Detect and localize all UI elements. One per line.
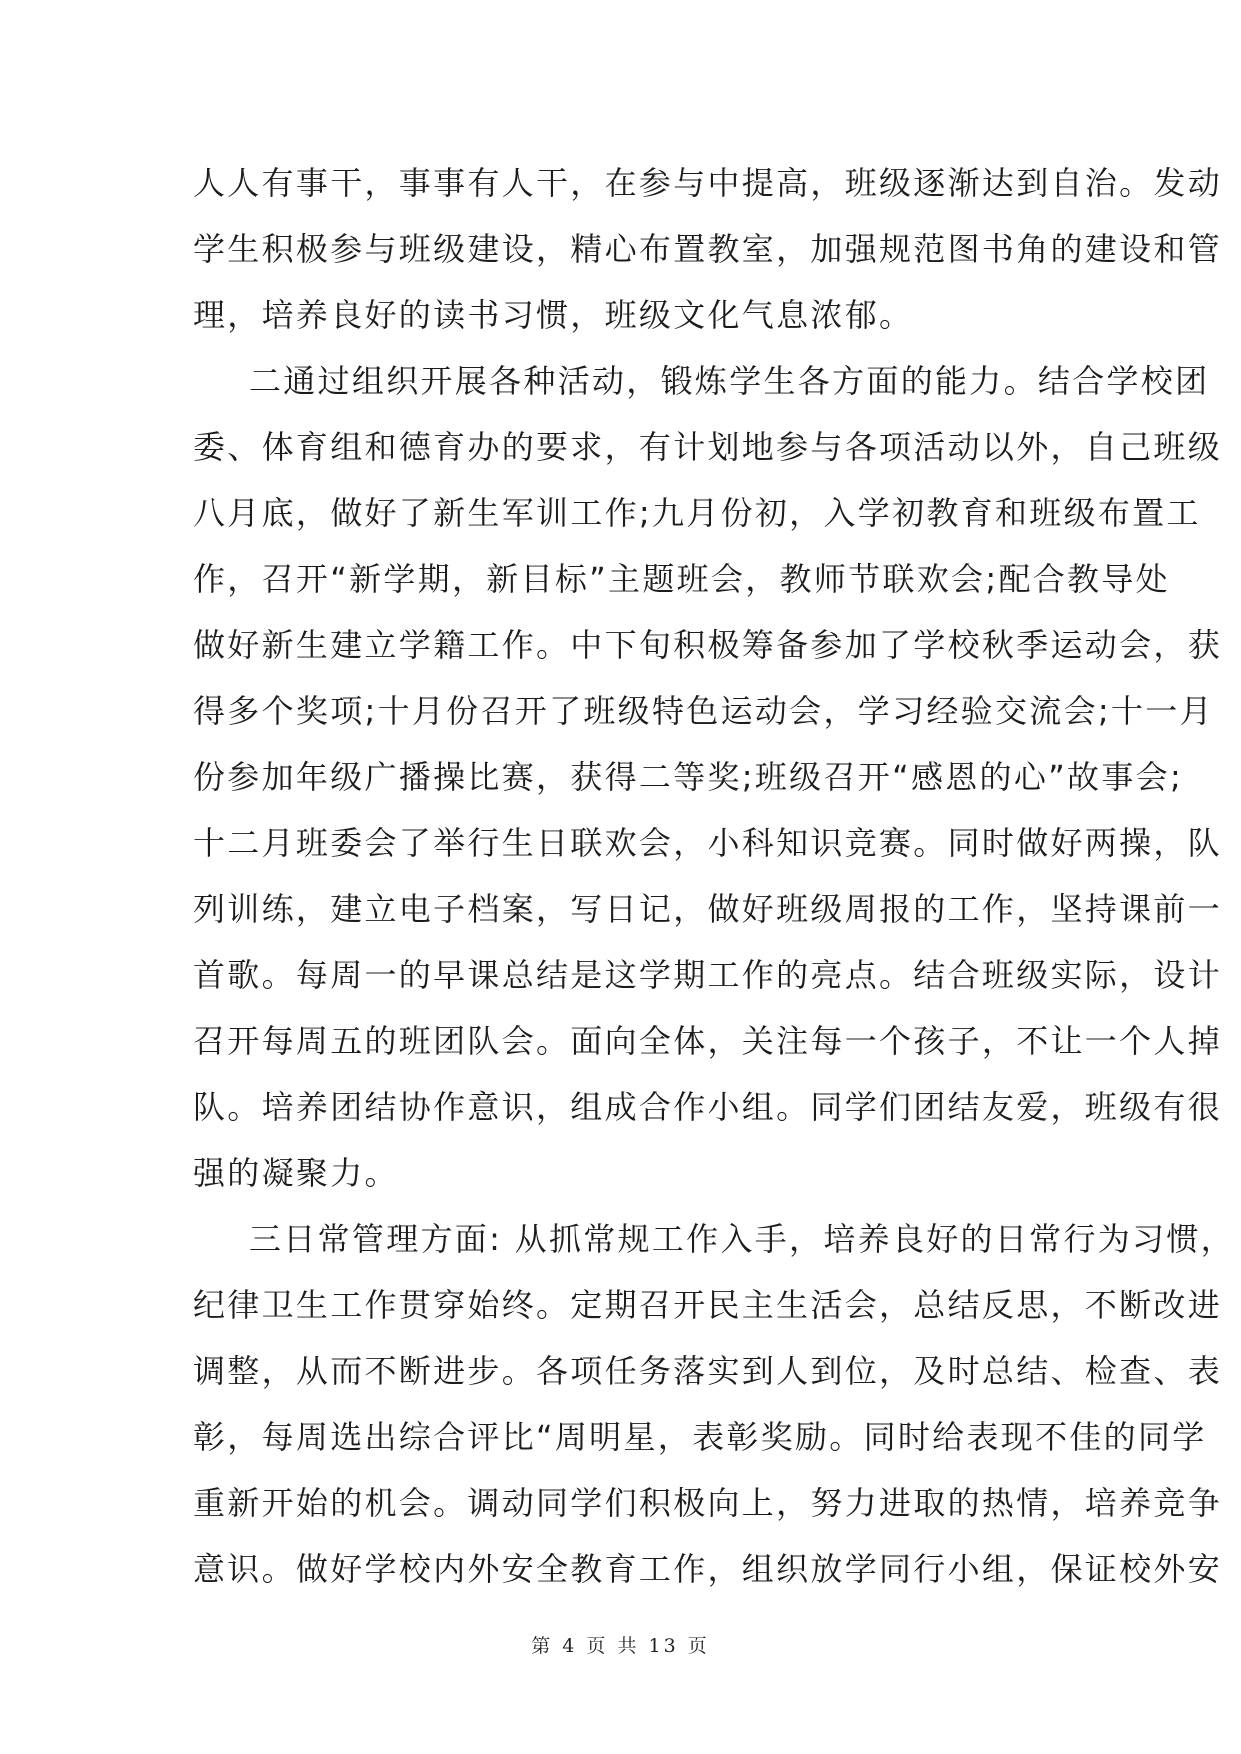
text-line: 份参加年级广播操比赛，获得二等奖;班级召开“感恩的心”故事会; xyxy=(193,758,1184,796)
text-line: 委、体育组和德育办的要求，有计划地参与各项活动以外，自己班级 xyxy=(193,428,1223,466)
body-text xyxy=(193,155,1235,1607)
text-line: 理，培养良好的读书习惯，班级文化气息浓郁。 xyxy=(193,296,914,334)
text-line: 得多个奖项;十月份召开了班级特色运动会，学习经验交流会;十一月 xyxy=(193,692,1214,730)
text-line: 重新开始的机会。调动同学们积极向上，努力进取的热情，培养竞争 xyxy=(193,1484,1223,1522)
text-line: 强的凝聚力。 xyxy=(193,1154,399,1192)
text-line: 做好新生建立学籍工作。中下旬积极筹备参加了学校秋季运动会，获 xyxy=(193,626,1223,664)
paragraph-start-line: 二通过组织开展各种活动，锻炼学生各方面的能力。结合学校团 xyxy=(249,362,1210,400)
text-line: 八月底，做好了新生军训工作;九月份初，入学初教育和班级布置工 xyxy=(193,494,1201,532)
text-line: 十二月班委会了举行生日联欢会，小科知识竞赛。同时做好两操，队 xyxy=(193,824,1223,862)
text-line: 学生积极参与班级建设，精心布置教室，加强规范图书角的建设和管 xyxy=(193,230,1223,268)
text-line: 纪律卫生工作贯穿始终。定期召开民主生活会，总结反思，不断改进 xyxy=(193,1286,1223,1324)
page-number-footer: 第 4 页 共 13 页 xyxy=(531,1635,710,1657)
text-line: 首歌。每周一的早课总结是这学期工作的亮点。结合班级实际，设计 xyxy=(193,956,1223,994)
text-line: 调整，从而不断进步。各项任务落实到人到位，及时总结、检查、表 xyxy=(193,1352,1223,1390)
text-line: 召开每周五的班团队会。面向全体，关注每一个孩子，不让一个人掉 xyxy=(193,1022,1223,1060)
text-line: 队。培养团结协作意识，组成合作小组。同学们团结友爱，班级有很 xyxy=(193,1088,1223,1126)
text-line: 作，召开“新学期，新目标”主题班会，教师节联欢会;配合教导处 xyxy=(193,560,1170,598)
text-line: 意识。做好学校内外安全教育工作，组织放学同行小组，保证校外安 xyxy=(193,1550,1223,1588)
text-line: 列训练，建立电子档案，写日记，做好班级周报的工作，坚持课前一 xyxy=(193,890,1223,928)
paragraph-start-line: 三日常管理方面: 从抓常规工作入手，培养良好的日常行为习惯， xyxy=(249,1220,1235,1258)
text-line: 彰，每周选出综合评比“周明星，表彰奖励。同时给表现不佳的同学 xyxy=(193,1418,1207,1456)
text-line: 人人有事干，事事有人干，在参与中提高，班级逐渐达到自治。发动 xyxy=(193,164,1223,202)
